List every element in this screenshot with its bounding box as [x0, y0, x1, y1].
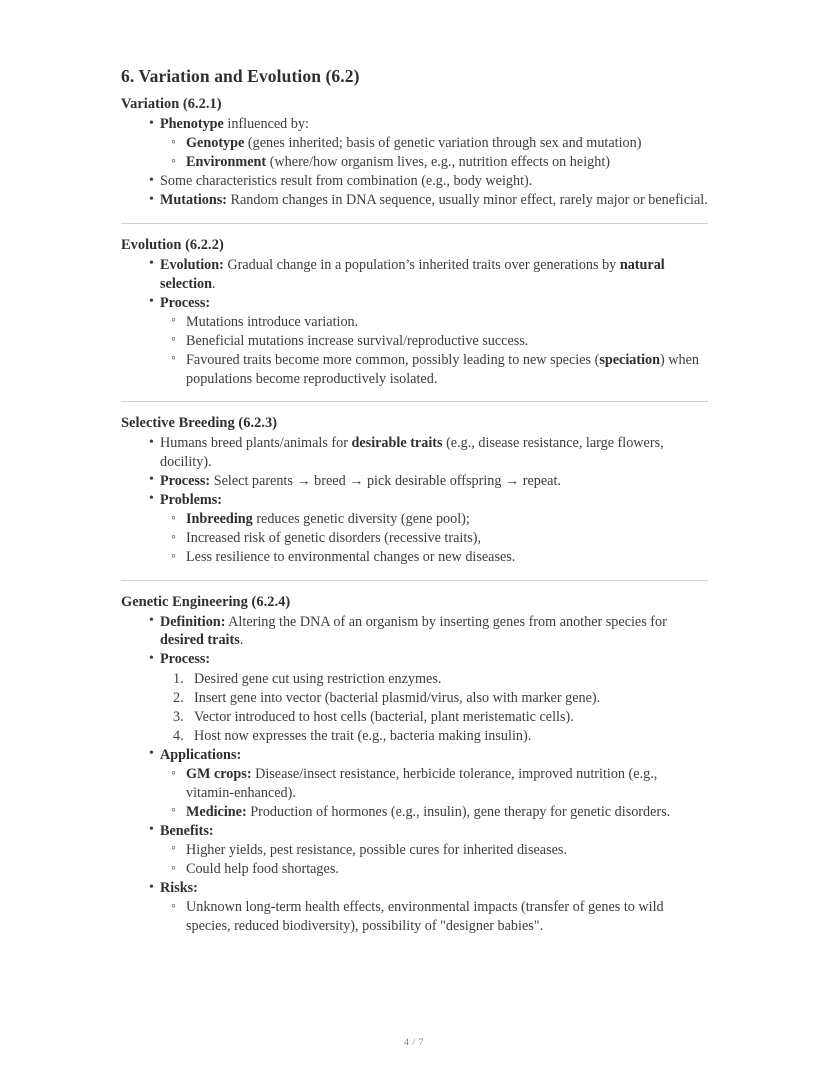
sub-list-item	[160, 898, 708, 935]
term-label: Risks:	[160, 880, 198, 897]
list-item	[121, 256, 708, 293]
numbered-step-item: Desired gene cut using restriction enzymes.	[194, 670, 442, 687]
list-item	[121, 294, 708, 388]
page-number-footer: 4 / 7	[403, 1037, 425, 1048]
list-item	[121, 491, 708, 567]
sub-list-item	[160, 153, 708, 172]
sub-list-item	[160, 841, 708, 860]
list-item	[121, 613, 708, 650]
term-label: GM crops:	[186, 766, 252, 783]
item-text: Gradual change in a population’s inherited traits over generations by	[223, 256, 620, 273]
term-label: Medicine:	[186, 803, 247, 820]
term-label: Applications:	[160, 746, 242, 763]
term-label: Benefits:	[160, 822, 214, 839]
numbered-step-item: Vector introduced to host cells (bacterial, plant meristematic cells).	[194, 708, 574, 725]
term-label: Process:	[160, 651, 211, 668]
list-item	[121, 879, 708, 935]
sub-list-item	[160, 529, 708, 548]
item-text: Unknown long-term health effects, environmental impacts (transfer of genes to wild species, reduced biodiversity), possibility of "designer babies".	[186, 899, 664, 934]
sub-list-item	[160, 860, 708, 879]
section-divider	[121, 401, 708, 402]
sub-list-item	[160, 351, 708, 388]
bullet-list-level1	[121, 256, 708, 388]
section	[121, 415, 708, 567]
item-text: Humans breed plants/animals for	[160, 435, 352, 452]
sub-list-item	[160, 765, 708, 802]
page-title: 6. Variation and Evolution (6.2)	[121, 66, 360, 86]
numbered-step-item: Insert gene into vector (bacterial plasmid/virus, also with marker gene).	[194, 689, 601, 706]
item-text: Random changes in DNA sequence, usually minor effect, rarely major or beneficial.	[227, 192, 708, 209]
section	[121, 237, 708, 388]
item-text-tail: .	[239, 632, 244, 649]
bullet-list-level1	[121, 115, 708, 210]
sub-list-item	[160, 313, 708, 332]
item-text-tail: ) when populations become reproductively isolated.	[186, 351, 700, 387]
section	[121, 96, 708, 210]
sub-list-item	[160, 332, 708, 351]
term-label: Genotype	[186, 135, 245, 152]
sub-list-item	[160, 803, 708, 822]
sections-container	[121, 96, 708, 935]
sub-list-item	[160, 510, 708, 529]
emphasis-text: desired traits	[160, 632, 240, 649]
item-text: Favoured traits become more common, possibly leading to new species (	[186, 351, 600, 368]
emphasis-text: speciation	[599, 351, 661, 368]
item-text: (genes inherited; basis of genetic variation through sex and mutation)	[244, 135, 642, 152]
bullet-list-level1	[121, 613, 708, 936]
item-text: influenced by:	[223, 116, 309, 132]
bullet-list-level2	[160, 841, 708, 879]
item-text: reduces genetic diversity (gene pool);	[252, 511, 470, 527]
section-heading: Variation (6.2.1)	[121, 96, 222, 112]
sub-list-item	[160, 548, 708, 567]
numbered-step-list	[160, 670, 708, 746]
list-item	[121, 191, 708, 210]
item-text: Production of hormones (e.g., insulin), gene therapy for genetic disorders.	[246, 803, 671, 820]
list-item	[121, 434, 708, 471]
item-text: Less resilience to environmental changes or new diseases.	[186, 549, 516, 566]
bullet-list-level2	[160, 765, 708, 821]
term-label: Environment	[186, 154, 267, 171]
list-item	[121, 115, 708, 172]
bullet-list-level1	[121, 434, 708, 567]
emphasis-text: natural selection	[160, 256, 665, 292]
term-label: Process:	[160, 472, 211, 489]
bullet-list-level2	[160, 898, 708, 935]
item-text: Altering the DNA of an organism by inserting genes from another species for	[225, 613, 667, 630]
term-label: Evolution:	[160, 256, 224, 273]
section-heading: Genetic Engineering (6.2.4)	[121, 593, 291, 610]
bullet-list-level2	[160, 134, 708, 172]
list-item	[121, 822, 708, 879]
section-divider	[121, 580, 708, 581]
term-label: Definition:	[160, 613, 226, 630]
emphasis-text: desirable traits	[351, 435, 443, 452]
list-item	[121, 650, 708, 745]
list-item	[121, 472, 708, 491]
item-text: Increased risk of genetic disorders (recessive traits),	[186, 530, 482, 547]
item-text: (where/how organism lives, e.g., nutrition effects on height)	[266, 154, 610, 171]
list-item	[121, 172, 708, 191]
list-item	[121, 746, 708, 821]
item-text: Select parents → breed → pick desirable offspring → repeat.	[210, 472, 561, 489]
item-text: Beneficial mutations increase survival/reproductive success.	[186, 332, 529, 349]
section-heading: Evolution (6.2.2)	[121, 236, 224, 253]
item-text: Could help food shortages.	[186, 861, 339, 877]
bullet-list-level2	[160, 510, 708, 567]
section	[121, 594, 708, 936]
item-text: Some characteristics result from combination (e.g., body weight).	[160, 173, 533, 190]
section-heading: Selective Breeding (6.2.3)	[121, 415, 278, 432]
numbered-step-item: Host now expresses the trait (e.g., bacteria making insulin).	[194, 727, 532, 744]
term-label: Inbreeding	[186, 511, 253, 527]
term-label: Mutations:	[160, 192, 227, 209]
item-text-tail: (e.g., disease resistance, large flowers, docility).	[160, 435, 664, 470]
item-text-tail: .	[212, 275, 216, 292]
item-text: Mutations introduce variation.	[186, 313, 359, 330]
section-divider	[121, 223, 708, 224]
term-label: Phenotype	[160, 116, 224, 132]
term-label: Process:	[160, 294, 211, 311]
item-text: Higher yields, pest resistance, possible cures for inherited diseases.	[186, 841, 567, 858]
sub-list-item	[160, 134, 708, 153]
bullet-list-level2	[160, 313, 708, 388]
item-text: Disease/insect resistance, herbicide tolerance, improved nutrition (e.g., vitamin-enhanced).	[186, 766, 658, 801]
term-label: Problems:	[160, 491, 222, 508]
